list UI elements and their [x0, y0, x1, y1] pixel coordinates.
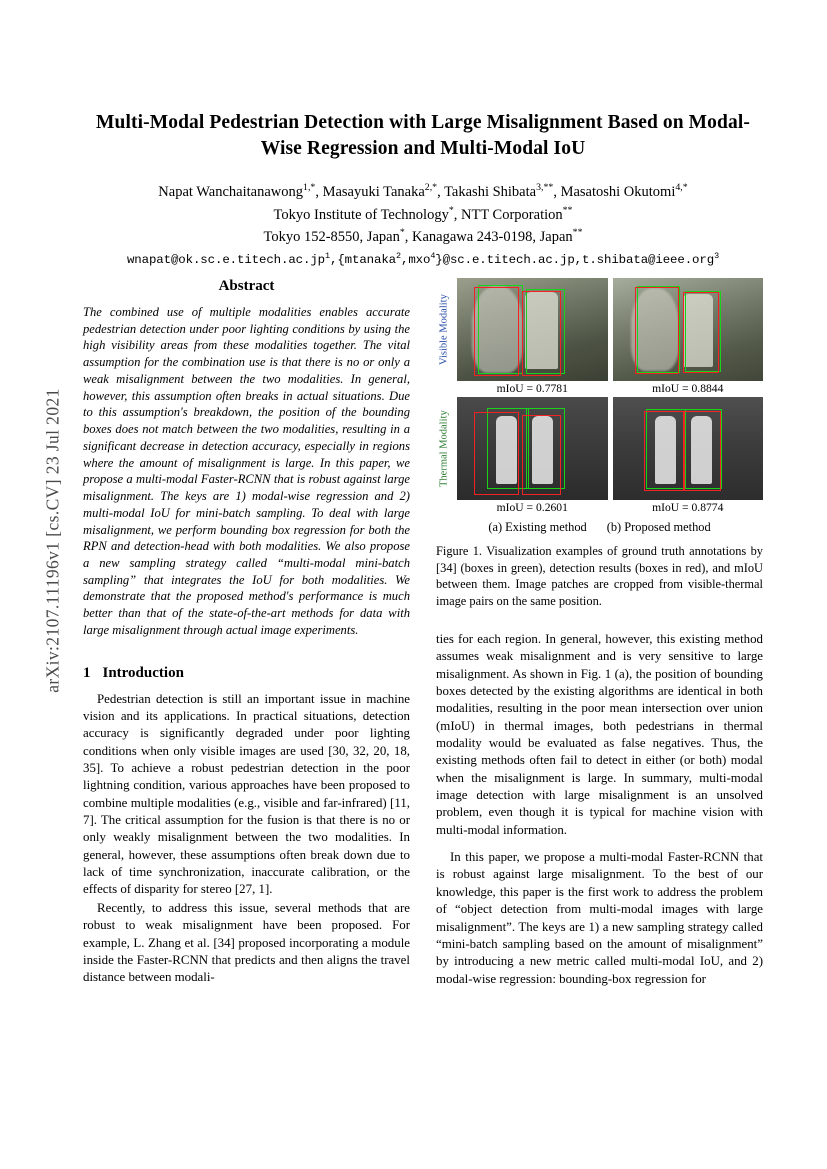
miou-visible-proposed: mIoU = 0.8844 [652, 382, 724, 395]
paper-page [83, 0, 763, 1169]
intro-paragraph-4: In this paper, we propose a multi-modal Faster-RCNN that is robust against large misalignment. To the best of our knowledge, this paper is the first work to address the problem of “object detection from multi-modal images with large misalignment”. The keys are 1) a new sampling strategy called “mini-batch sampling based on the amount of misalignment” by introducing a new metric called multi-modal IoU, and 2) modal-wise regression: bounding-box regression for [436, 850, 763, 986]
intro-paragraph-3: ties for each region. In general, however, this existing method assumes weak misalignment and is very sensitive to large misalignment. As shown in Fig. 1 (a), the position of bounding boxes detected by the existing algorithms are identical in both modalities, resulting in the poor mean intersection over union (mIoU) in thermal images, both pedestrians in thermal modality would be evaluated as false negatives. Thus, the existing methods often fail to detect in either (or both) modal when the misalignment is large. In summary, multi-modal image detection with large misalignment is an unsolved problem, even though it is typical for machine vision with multi-modal information. [436, 632, 763, 837]
section-heading-introduction [83, 665, 410, 682]
figure-subcaptions [436, 520, 763, 535]
body-columns [83, 278, 763, 988]
author-emails: $wnapat@ok.sc.e.titech.ac.jp^1,\{mtanaka^2,mxo^4\}@sc.e.titech.ac.jp,t.shibata@ieee.org^3$ [126, 250, 720, 267]
figure-patch-thermal-existing [457, 397, 608, 500]
detection-box [522, 415, 561, 495]
miou-visible-existing: mIoU = 0.7781 [496, 382, 568, 395]
affiliation-1: Tokyo Institute of Technology*, NTT Corporation** [273, 205, 573, 223]
detection-box [644, 411, 685, 490]
abstract-text: The combined use of multiple modalities enables accurate pedestrian detection under poor lighting conditions by using the high visibility areas from these modalities together. The vital assumption for the combination use is that there is no or only a weak misalignment between the two modalities. In general, however, this assumption often breaks in actual situations. Due to this assumption's breakdown, the position of the bounding boxes does not match between the two modalities, resulting in a significant decrease in detection accuracy, especially in regions where the amount of misalignment is large. In this paper, we propose a multi-modal Faster-RCNN that is robust against large misalignment. The keys are 1) modal-wise regression and 2) multi-modal IoU for mini-batch sampling. To deal with large misalignment, we perform bounding box regression for both the RPN and detection-head with both modalities. We also propose a new sampling strategy called “multi-modal mini-batch sampling” that integrates the IoU for both modalities. We demonstrate that the proposed method's performance is much better than that of the state-of-the-art methods for data with large misalignment through actual image experiments. [83, 305, 410, 637]
figure-patch-visible-existing [457, 278, 608, 381]
author-list: Napat Wanchaitanawong$^{1,*}$, Masayuki Tanaka$^{2,*}$, Takashi Shibata$^{3,**}$, Masatoshi Okutomi$^{4,*}$ [158, 182, 688, 201]
left-column [83, 278, 410, 988]
figure-patch-thermal-proposed [613, 397, 764, 500]
detection-box [474, 287, 519, 376]
arxiv-stamp: arXiv:2107.11196v1 [cs.CV] 23 Jul 2021 [42, 388, 63, 693]
detection-box [683, 292, 719, 372]
miou-thermal-proposed: mIoU = 0.8774 [652, 501, 724, 514]
page-title: Multi-Modal Pedestrian Detection with Large Misalignment Based on Modal-Wise Regression and Multi-Modal IoU [96, 112, 750, 159]
abstract-heading: Abstract [218, 278, 275, 294]
detection-box [522, 291, 561, 375]
section-number: 1 [83, 664, 91, 681]
detection-box [683, 411, 721, 490]
intro-paragraph-2: Recently, to address this issue, several methods that are robust to weak misalignment have been proposed. For example, L. Zhang et al. [34] proposed incorporating a module inside the Faster-RCNN that predicts and then aligns the travel distance between modali- [83, 900, 410, 985]
section-title: Introduction [102, 664, 184, 681]
detection-box [635, 287, 679, 374]
miou-thermal-existing: mIoU = 0.2601 [496, 501, 568, 514]
detection-box [474, 412, 519, 494]
figure-row-label-thermal: Thermal Modality [438, 410, 450, 487]
figure-row-label-visible: Visible Modality [438, 294, 450, 365]
figure-1 [436, 278, 763, 609]
figure-patch-visible-proposed [613, 278, 764, 381]
right-column [436, 278, 763, 988]
figure-caption: Figure 1. Visualization examples of ground truth annotations by [34] (boxes in green), detection results (boxes in red), and mIoU between them. Image patches are cropped from visible-thermal image pairs on the same position. [436, 544, 763, 608]
figure-subcaption-b: (b) Proposed method [606, 520, 711, 534]
intro-paragraph-1: Pedestrian detection is still an important issue in machine vision and its applications. In practical situations, detection accuracy is significantly degraded under poor lighting conditions when only visible images are used [30, 32, 20, 18, 35]. To achieve a robust pedestrian detection in the poor lightning condition, various approaches have been proposed to combine multiple modalities (e.g., visible and far-infrared) [11, 7]. The critical assumption for the fusion is that there is no or only weakly misalignment between the two modalities. In general, however, these assumptions often break down due to lack of time synchronization, inaccurate calibration, or the effects of disparity for stereo [27, 1]. [83, 691, 410, 897]
affiliation-2: Tokyo 152-8550, Japan*, Kanagawa 243-0198, Japan** [263, 227, 583, 246]
figure-subcaption-a: (a) Existing method [488, 520, 587, 534]
